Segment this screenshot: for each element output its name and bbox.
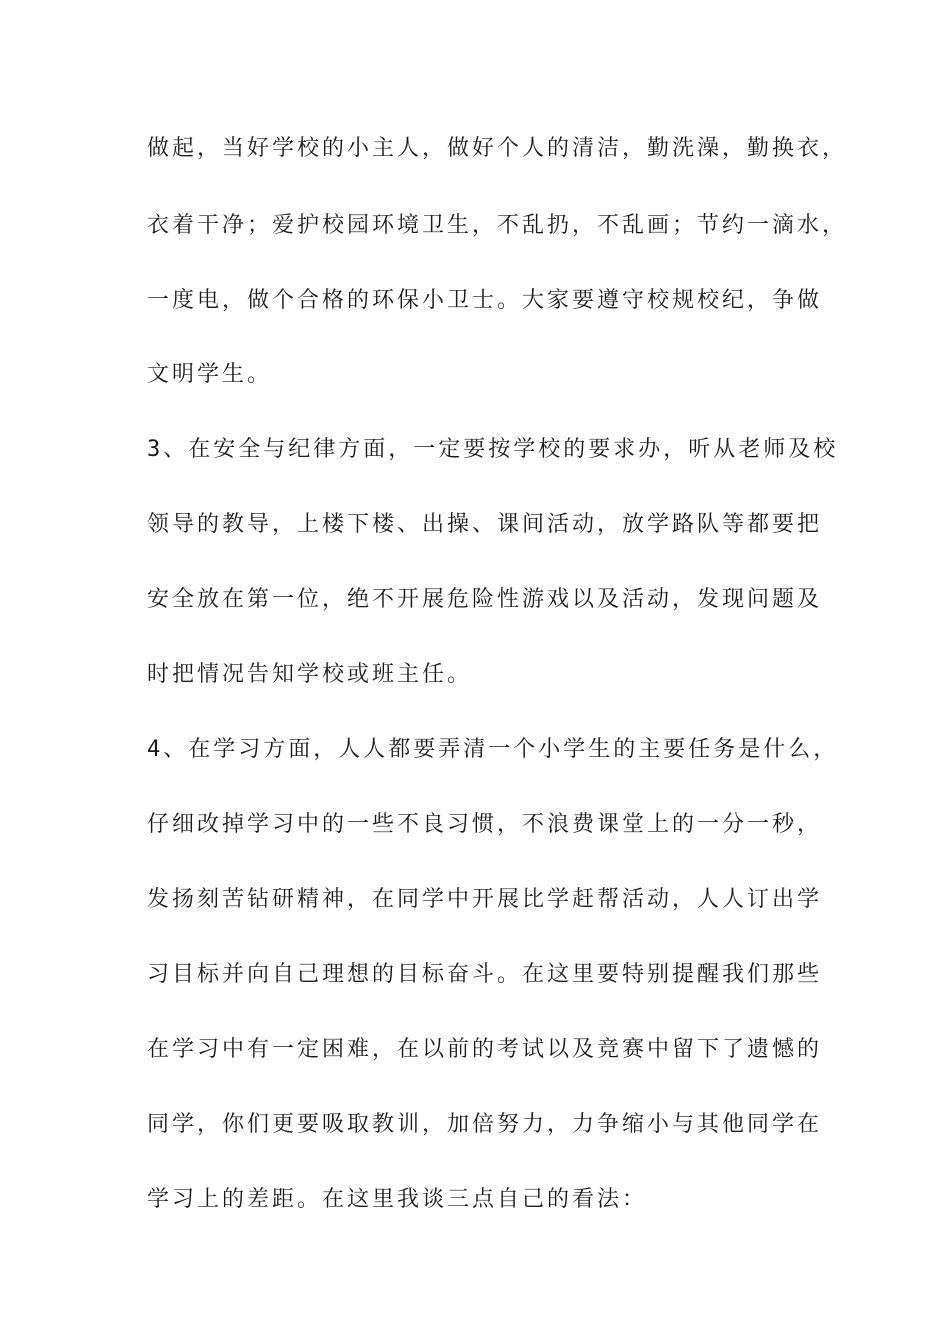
text-line: 安全放在第一位，绝不开展危险性游戏以及活动，发现问题及 (147, 587, 823, 612)
text-line: 做起，当好学校的小主人，做好个人的清洁，勤洗澡，勤换衣， (147, 136, 848, 161)
text-line: 衣着干净；爱护校园环境卫生，不乱扔，不乱画；节约一滴水， (147, 213, 848, 238)
text-line: 发扬刻苦钻研精神，在同学中开展比学赶帮活动，人人订出学 (147, 887, 823, 912)
text-line: 同学，你们更要吸取教训，加倍努力，力争缩小与其他同学在 (147, 1112, 823, 1137)
text-line: 仔细改掉学习中的一些不良习惯，不浪费课堂上的一分一秒， (147, 812, 823, 837)
text-line: 领导的教导，上楼下楼、出操、课间活动，放学路队等都要把 (147, 512, 823, 537)
text-line: 文明学生。 (147, 362, 273, 387)
text-line: 在学习中有一定困难，在以前的考试以及竞赛中留下了遗憾的 (147, 1037, 823, 1062)
text-line: 时把情况告知学校或班主任。 (147, 662, 473, 687)
text-line: 学习上的差距。在这里我谈三点自己的看法： (147, 1187, 648, 1212)
text-line: 3、在安全与纪律方面，一定要按学校的要求办，听从老师及校 (147, 437, 839, 462)
text-line: 习目标并向自己理想的目标奋斗。在这里要特别提醒我们那些 (147, 962, 823, 987)
text-line: 一度电，做个合格的环保小卫士。大家要遵守校规校纪，争做 (147, 288, 823, 313)
text-line: 4、在学习方面，人人都要弄清一个小学生的主要任务是什么， (147, 737, 839, 762)
